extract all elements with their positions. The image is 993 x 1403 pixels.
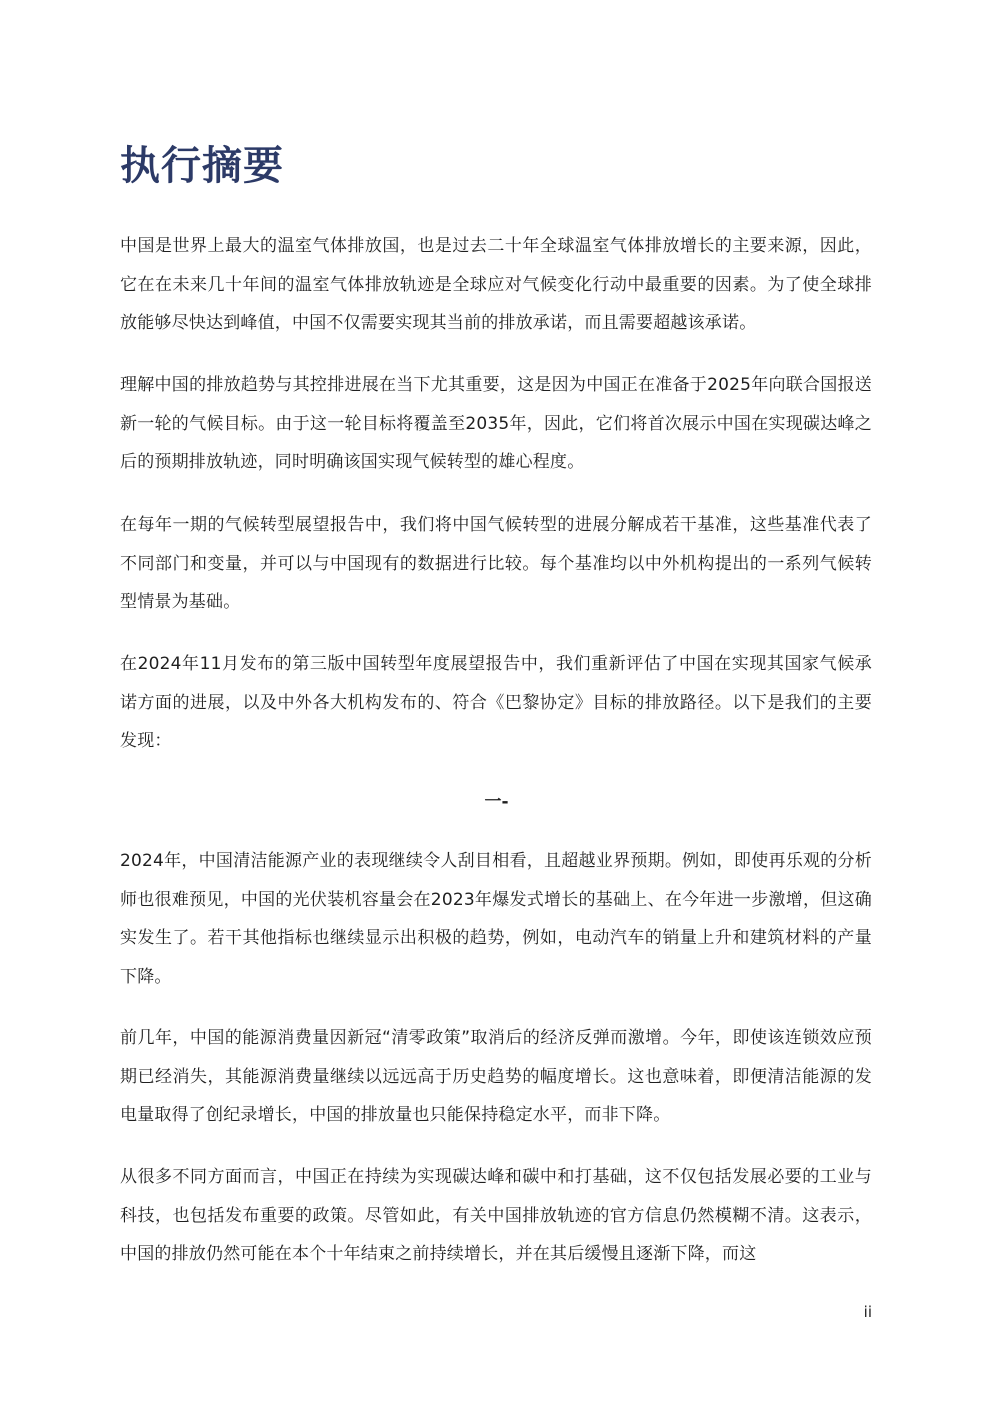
paragraph-energy-consumption: 前几年，中国的能源消费量因新冠“清零政策”取消后的经济反弹而激增。今年，即使该连锁效应预期已经消失，其能源消费量继续以远远高于历史趋势的幅度增长。这也意味着，即便清洁能源的发电量取得了创纪录增长，中国的排放量也只能保持稳定水平，而非下降。 [120, 1028, 872, 1125]
paragraph-clean-energy: 2024年，中国清洁能源产业的表现继续令人刮目相看，且超越业界预期。例如，即使再乐观的分析师也很难预见，中国的光伏装机容量会在2023年爆发式增长的基础上、在今年进一步激增，但这确实发生了。若干其他指标也继续显示出积极的趋势，例如，电动汽车的销量上升和建筑材料的产量下降。 [120, 851, 872, 987]
paragraph-intro: 中国是世界上最大的温室气体排放国，也是过去二十年全球温室气体排放增长的主要来源，因此，它在在未来几十年间的温室气体排放轨迹是全球应对气候变化行动中最重要的因素。为了使全球排放能够尽快达到峰值，中国不仅需要实现其当前的排放承诺，而且需要超越该承诺。 [120, 236, 872, 333]
section-divider-mark: 一- [484, 792, 509, 812]
page-title: 执行摘要 [120, 143, 284, 189]
paragraph-emission-trajectory: 从很多不同方面而言，中国正在持续为实现碳达峰和碳中和打基础，这不仅包括发展必要的工业与科技，也包括发布重要的政策。尽管如此，有关中国排放轨迹的官方信息仍然模糊不清。这表示，中国的排放仍然可能在本个十年结束之前持续增长，并在其后缓慢且逐渐下降，而这 [120, 1167, 872, 1264]
paragraph-benchmarks: 在每年一期的气候转型展望报告中，我们将中国气候转型的进展分解成若干基准，这些基准代表了不同部门和变量，并可以与中国现有的数据进行比较。每个基准均以中外机构提出的一系列气候转型情景为基础。 [120, 515, 872, 612]
paragraph-findings-intro: 在2024年11月发布的第三版中国转型年度展望报告中，我们重新评估了中国在实现其国家气候承诺方面的进展，以及中外各大机构发布的、符合《巴黎协定》目标的排放路径。以下是我们的主要发现： [120, 654, 872, 751]
page-number: ii [863, 1303, 872, 1321]
paragraph-ndc-context: 理解中国的排放趋势与其控排进展在当下尤其重要，这是因为中国正在准备于2025年向联合国报送新一轮的气候目标。由于这一轮目标将覆盖至2035年，因此，它们将首次展示中国在实现碳达峰之后的预期排放轨迹，同时明确该国实现气候转型的雄心程度。 [120, 375, 872, 472]
